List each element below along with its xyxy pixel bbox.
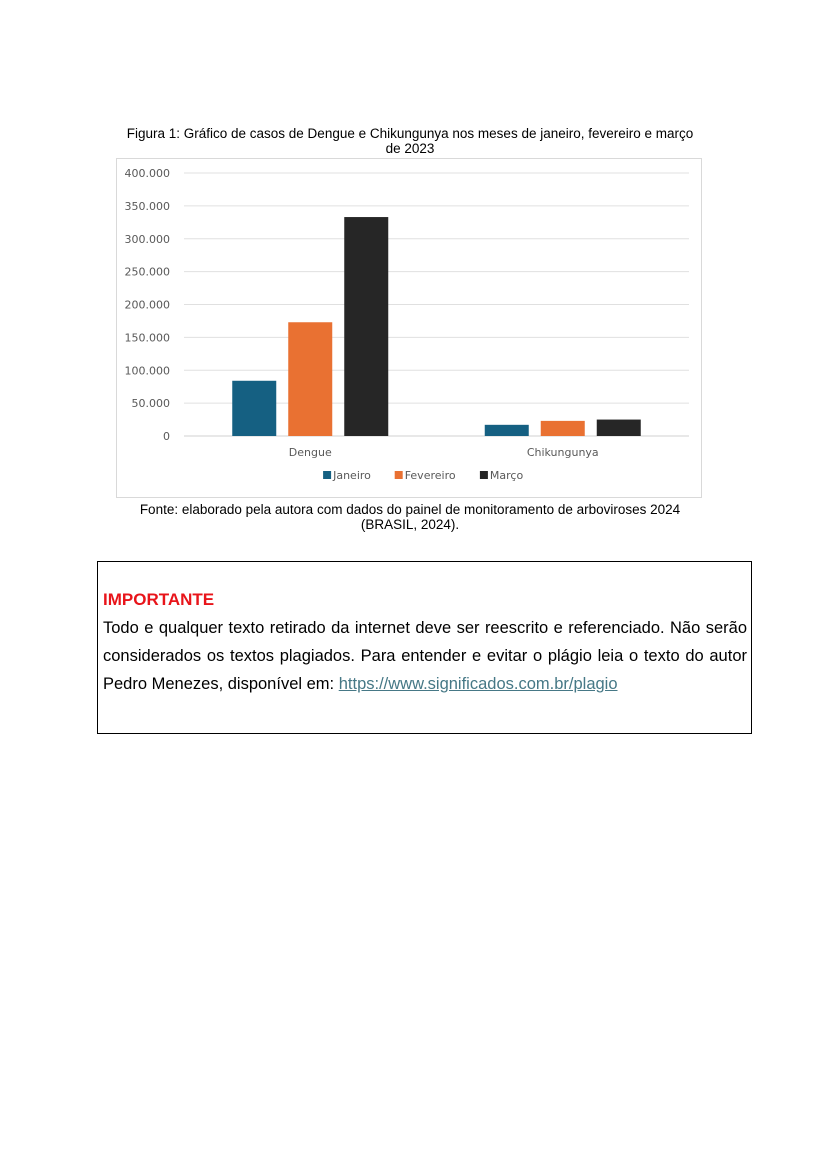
y-tick-label: 400.000 bbox=[124, 167, 170, 180]
bar-fevereiro-chikungunya bbox=[541, 421, 585, 436]
figure-source bbox=[110, 502, 710, 532]
bar-fevereiro-dengue bbox=[288, 322, 332, 436]
y-tick-label: 300.000 bbox=[124, 232, 170, 246]
figure-source-line1: Fonte: elaborado pela autora com dados do painel de monitoramento de arboviroses 2024 bbox=[139, 502, 681, 517]
legend-swatch-fevereiro bbox=[395, 471, 403, 479]
bar-março-dengue bbox=[344, 217, 388, 436]
legend-swatch-janeiro bbox=[323, 471, 331, 479]
notice-heading: IMPORTANTE bbox=[103, 590, 215, 609]
legend-label: Março bbox=[489, 469, 524, 482]
notice-body bbox=[103, 614, 747, 698]
plagio-link[interactable]: https://www.significados.com.br/plagio bbox=[338, 675, 618, 693]
y-tick-label: 350.000 bbox=[124, 199, 170, 213]
bar-janeiro-chikungunya bbox=[485, 425, 529, 436]
figure-caption-line1: Figura 1: Gráfico de casos de Dengue e Chikungunya nos meses de janeiro, fevereiro e março bbox=[126, 126, 694, 141]
y-tick-label: 250.000 bbox=[124, 265, 170, 279]
chart-svg bbox=[117, 159, 701, 497]
y-tick-label: 50.000 bbox=[131, 397, 170, 411]
figure-source-line2: (BRASIL, 2024). bbox=[360, 517, 460, 532]
y-tick-label: 0 bbox=[163, 430, 170, 443]
x-category-label: Dengue bbox=[288, 446, 332, 459]
y-tick-label: 200.000 bbox=[124, 298, 170, 312]
bar-março-chikungunya bbox=[597, 420, 641, 436]
important-notice-box bbox=[97, 561, 752, 734]
y-tick-label: 150.000 bbox=[124, 331, 170, 345]
figure-caption-line2: de 2023 bbox=[385, 141, 435, 156]
legend-swatch-março bbox=[480, 471, 488, 479]
bar-janeiro-dengue bbox=[232, 381, 276, 436]
legend-label: Fevereiro bbox=[404, 469, 456, 482]
legend-label: Janeiro bbox=[333, 469, 371, 482]
notice-body-text: Todo e qualquer texto retirado da internet deve ser reescrito e referenciado. Não serão considerados os textos plagiados. Para entender e evitar o plágio leia o texto do autor Pedro Menezes, disponível em: bbox=[103, 619, 747, 693]
bar-chart bbox=[116, 158, 702, 498]
x-category-label: Chikungunya bbox=[526, 446, 599, 459]
y-tick-label: 100.000 bbox=[124, 364, 170, 378]
figure-caption bbox=[110, 126, 710, 156]
